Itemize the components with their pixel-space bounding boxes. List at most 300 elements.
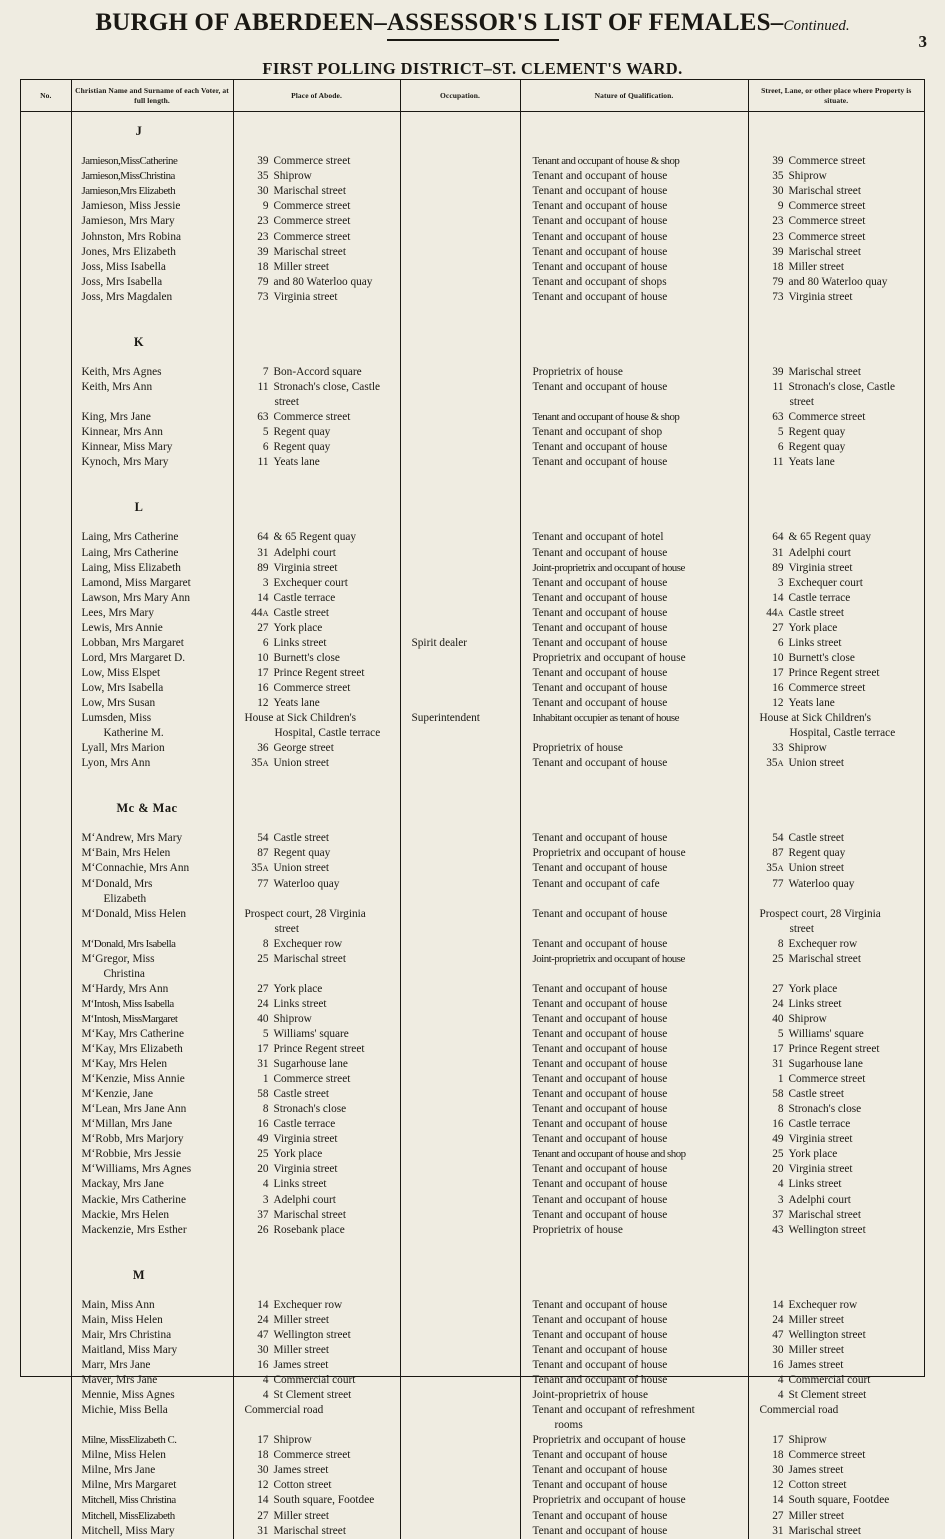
voter-abode-cont: Hospital, Castle terrace bbox=[274, 727, 381, 740]
row-no bbox=[21, 1433, 71, 1448]
voter-abode-cont bbox=[245, 892, 400, 907]
spacer-line bbox=[533, 1283, 748, 1298]
page-title-text: BURGH OF ABERDEEN–ASSESSOR'S LIST OF FEMALES– bbox=[95, 9, 784, 36]
voter-property-street: 3 Exchequer court bbox=[777, 576, 863, 589]
voter-occupation bbox=[412, 290, 520, 305]
row-no bbox=[21, 1313, 71, 1328]
voter-occupation bbox=[412, 606, 520, 621]
voter-qualification: Tenant and occupant of house bbox=[532, 1012, 668, 1025]
voter-qualification: Tenant and occupant of house bbox=[532, 1464, 668, 1477]
voter-name: Joss, Mrs Magdalen bbox=[81, 290, 173, 303]
row-no bbox=[21, 230, 71, 245]
voter-abode: 24 Miller street bbox=[257, 1313, 330, 1326]
row-no bbox=[21, 621, 71, 636]
voter-abode: 49 Virginia street bbox=[257, 1133, 338, 1146]
voter-abode: 36 George street bbox=[257, 742, 334, 755]
spacer-line bbox=[245, 470, 400, 485]
voter-qualification: Tenant and occupant of house bbox=[532, 1208, 668, 1221]
voter-abode: 17 Shiprow bbox=[257, 1434, 312, 1447]
voter-name: Mitchell, MissElizabeth bbox=[81, 1509, 175, 1522]
voter-name: Kynoch, Mrs Mary bbox=[81, 456, 169, 469]
row-no bbox=[21, 1358, 71, 1373]
spacer-line bbox=[412, 139, 520, 154]
voter-qualification: Tenant and occupant of house bbox=[532, 1298, 668, 1311]
voter-abode: 35 Shiprow bbox=[257, 170, 312, 183]
voter-qualification: Tenant and occupant of house bbox=[532, 245, 668, 258]
row-no bbox=[21, 199, 71, 214]
row-no bbox=[21, 1328, 71, 1343]
spacer-line bbox=[245, 350, 400, 365]
voter-property-street: 30 James street bbox=[772, 1464, 844, 1477]
voter-abode: 39 Marischal street bbox=[257, 245, 346, 258]
spacer-line bbox=[760, 816, 925, 831]
spacer-line bbox=[760, 485, 925, 500]
voter-name: M‘Kay, Mrs Elizabeth bbox=[81, 1043, 183, 1056]
voter-abode: 54 Castle street bbox=[257, 832, 330, 845]
voter-occupation bbox=[412, 530, 520, 545]
voter-property-street: 44A Castle street bbox=[766, 606, 845, 619]
voter-name: M‘Andrew, Mrs Mary bbox=[81, 832, 183, 845]
voter-abode: 27 Miller street bbox=[257, 1509, 330, 1522]
voter-name: M‘Intosh, MissMargaret bbox=[81, 1012, 178, 1025]
voters-roll-table bbox=[21, 80, 924, 1539]
voter-abode: 17 Prince Regent street bbox=[257, 666, 365, 679]
voter-abode: 8 Exchequer row bbox=[262, 937, 343, 950]
voter-property-street: 49 Virginia street bbox=[772, 1133, 853, 1146]
voter-qualification: Tenant and occupant of house & shop bbox=[532, 411, 680, 424]
group-heading-spacer bbox=[21, 801, 71, 816]
voter-abode: 4 Commercial court bbox=[262, 1374, 356, 1387]
spacer-line bbox=[21, 816, 71, 831]
voter-qualification: Tenant and occupant of house bbox=[532, 290, 668, 303]
voter-name: Jamieson, Mrs Mary bbox=[81, 215, 175, 228]
voter-property-street: 58 Castle street bbox=[772, 1088, 845, 1101]
voter-abode: 5 Regent quay bbox=[262, 426, 331, 439]
voter-name: Low, Mrs Susan bbox=[81, 696, 156, 709]
voter-abode: 26 Rosebank place bbox=[257, 1223, 345, 1236]
group-heading-spacer bbox=[412, 801, 520, 816]
voter-name: Laing, Mrs Catherine bbox=[81, 531, 179, 544]
voter-property-street: 35A Union street bbox=[766, 757, 845, 770]
voter-occupation bbox=[412, 846, 520, 861]
voter-occupation bbox=[412, 1343, 520, 1358]
voter-name: M‘Kenzie, Jane bbox=[81, 1088, 154, 1101]
voter-occupation bbox=[412, 1373, 520, 1388]
row-no bbox=[21, 275, 71, 290]
voter-name: Maitland, Miss Mary bbox=[81, 1343, 178, 1356]
row-no bbox=[21, 666, 71, 681]
group-heading-spacer bbox=[533, 1268, 748, 1283]
voter-abode: 20 Virginia street bbox=[257, 1163, 338, 1176]
voter-occupation bbox=[412, 410, 520, 425]
voter-qualification: Proprietrix of house bbox=[532, 365, 623, 378]
voter-occupation bbox=[412, 952, 520, 967]
voter-qualification: Tenant and occupant of house bbox=[532, 621, 668, 634]
column-header-abode: Place of Abode. bbox=[233, 80, 400, 112]
spacer-line bbox=[412, 786, 520, 801]
voter-property-street: 3 Adelphi court bbox=[777, 1193, 851, 1206]
group-heading-k: K bbox=[133, 334, 145, 349]
row-no bbox=[21, 1072, 71, 1087]
spacer-line bbox=[245, 1283, 400, 1298]
voter-qualification-cont bbox=[533, 922, 748, 937]
voter-qualification: Tenant and occupant of house bbox=[532, 1073, 668, 1086]
voter-occupation bbox=[412, 576, 520, 591]
spacer-line bbox=[245, 320, 400, 335]
row-no bbox=[21, 861, 71, 876]
row-no bbox=[21, 846, 71, 861]
voter-property-street: 37 Marischal street bbox=[772, 1208, 861, 1221]
voter-qualification: Tenant and occupant of house bbox=[532, 1058, 668, 1071]
voter-occupation bbox=[412, 1042, 520, 1057]
row-no bbox=[21, 1042, 71, 1057]
voter-qualification: Tenant and occupant of house bbox=[532, 832, 668, 845]
voter-property-street: 14 South square, Footdee bbox=[772, 1494, 890, 1507]
voter-qualification: Tenant and occupant of house bbox=[532, 1178, 668, 1191]
voter-occupation bbox=[412, 1524, 520, 1539]
voter-occupation bbox=[412, 1208, 520, 1223]
voter-property-street: 39 Commerce street bbox=[772, 155, 866, 168]
voter-name: M‘Bain, Mrs Helen bbox=[81, 847, 171, 860]
spacer-line bbox=[412, 350, 520, 365]
voter-abode: 44A Castle street bbox=[251, 606, 330, 619]
voter-occupation bbox=[412, 696, 520, 711]
voter-name: M‘Kay, Mrs Helen bbox=[81, 1058, 168, 1071]
voter-property-street: 14 Exchequer row bbox=[772, 1298, 858, 1311]
voter-property-street: 5 Regent quay bbox=[777, 426, 846, 439]
voter-occupation bbox=[412, 561, 520, 576]
spacer-line bbox=[533, 305, 748, 320]
spacer-line bbox=[760, 320, 925, 335]
voter-qualification: Tenant and occupant of house bbox=[532, 937, 668, 950]
row-no bbox=[21, 1493, 71, 1508]
district-subtitle: FIRST POLLING DISTRICT–ST. CLEMENT'S WARD. bbox=[262, 59, 683, 78]
spacer-line bbox=[245, 786, 400, 801]
spacer-line bbox=[245, 816, 400, 831]
voter-abode: 23 Commerce street bbox=[257, 215, 351, 228]
voter-property-street: 27 York place bbox=[772, 621, 838, 634]
voter-property-street: 31 Sugarhouse lane bbox=[772, 1058, 863, 1071]
voter-name: Lewis, Mrs Annie bbox=[81, 621, 163, 634]
spacer-line bbox=[21, 1283, 71, 1298]
voter-abode: Commercial road bbox=[244, 1404, 324, 1417]
voter-name: Mitchell, Miss Christina bbox=[81, 1494, 176, 1507]
voter-name: M‘Connachie, Mrs Ann bbox=[81, 862, 190, 875]
voter-property-street: 54 Castle street bbox=[772, 832, 845, 845]
voter-qualification: Tenant and occupant of house bbox=[532, 1449, 668, 1462]
voter-occupation bbox=[412, 245, 520, 260]
row-no bbox=[21, 1012, 71, 1027]
spacer-line bbox=[21, 350, 71, 365]
group-heading-l: L bbox=[134, 500, 144, 515]
voter-property-street: 31 Adelphi court bbox=[772, 546, 851, 559]
voter-qualification: Tenant and occupant of house bbox=[532, 1088, 668, 1101]
voter-name: Kinnear, Mrs Ann bbox=[81, 426, 163, 439]
row-no bbox=[21, 1193, 71, 1208]
spacer-line bbox=[82, 1253, 233, 1268]
voter-property-street: 6 Links street bbox=[777, 636, 842, 649]
spacer-line bbox=[82, 470, 233, 485]
spacer-line bbox=[533, 515, 748, 530]
voter-property-street: 40 Shiprow bbox=[772, 1012, 827, 1025]
spacer-line bbox=[21, 139, 71, 154]
voter-abode: 73 Virginia street bbox=[257, 290, 338, 303]
voter-occupation bbox=[412, 1102, 520, 1117]
voter-qualification: Tenant and occupant of house bbox=[532, 1028, 668, 1040]
voter-abode: 10 Burnett's close bbox=[257, 651, 340, 664]
group-heading-spacer bbox=[412, 124, 520, 139]
voter-occupation bbox=[412, 230, 520, 245]
voter-name: M‘Donald, Mrs bbox=[81, 877, 153, 890]
spacer-line bbox=[760, 1253, 925, 1268]
spacer-line bbox=[82, 320, 233, 335]
voter-name: M‘Intosh, Miss Isabella bbox=[81, 997, 174, 1010]
row-no bbox=[21, 711, 71, 726]
voter-property-street: 79 and 80 Waterloo quay bbox=[772, 275, 888, 288]
voter-property-street: Prospect court, 28 Virginia bbox=[759, 907, 881, 920]
row-no bbox=[21, 1509, 71, 1524]
voter-abode: 9 Commerce street bbox=[262, 200, 351, 213]
spacer-line bbox=[760, 1283, 925, 1298]
voter-qualification: Inhabitant occupier as tenant of house bbox=[532, 712, 679, 725]
voter-qualification: Tenant and occupant of house bbox=[532, 1479, 668, 1492]
voter-name-cont bbox=[82, 1418, 233, 1433]
voter-property-street: 30 Marischal street bbox=[772, 185, 861, 198]
voter-abode: 87 Regent quay bbox=[257, 847, 331, 860]
voter-abode: 16 James street bbox=[257, 1359, 329, 1372]
voter-qualification: Proprietrix of house bbox=[532, 742, 623, 755]
voter-qualification-cont bbox=[533, 726, 748, 741]
group-heading-spacer bbox=[245, 500, 400, 515]
voter-abode: 7 Bon-Accord square bbox=[262, 365, 362, 378]
voter-occupation bbox=[412, 1463, 520, 1478]
row-no bbox=[21, 1343, 71, 1358]
row-no bbox=[21, 530, 71, 545]
voter-name: M‘Robbie, Mrs Jessie bbox=[81, 1148, 181, 1161]
voter-name: Marr, Mrs Jane bbox=[81, 1359, 151, 1372]
voter-property-street: 87 Regent quay bbox=[772, 847, 846, 860]
voter-name: M‘Lean, Mrs Jane Ann bbox=[81, 1103, 187, 1116]
voter-name: Lumsden, Miss bbox=[81, 712, 152, 725]
voter-occupation bbox=[412, 861, 520, 876]
voter-abode: 24 Links street bbox=[257, 997, 327, 1010]
voter-property-street: 16 Castle terrace bbox=[772, 1118, 851, 1131]
spacer-line bbox=[412, 1253, 520, 1268]
spacer-line bbox=[82, 1238, 233, 1253]
voter-name: M‘Kay, Mrs Catherine bbox=[81, 1028, 184, 1040]
voter-property-street-cont bbox=[760, 1418, 925, 1433]
voter-property-street: 24 Links street bbox=[772, 997, 842, 1010]
voter-name: Jamieson,Mrs Elizabeth bbox=[81, 185, 176, 198]
voter-qualification: Tenant and occupant of house bbox=[532, 1343, 668, 1356]
voter-name: Milne, Miss Helen bbox=[81, 1449, 166, 1462]
voter-name: Main, Miss Ann bbox=[81, 1298, 155, 1311]
voter-qualification: Proprietrix and occupant of house bbox=[532, 847, 686, 860]
row-no bbox=[21, 1223, 71, 1238]
row-no bbox=[21, 1057, 71, 1072]
voter-occupation bbox=[412, 455, 520, 470]
group-heading-spacer bbox=[412, 335, 520, 350]
voter-property-street: 89 Virginia street bbox=[772, 561, 853, 574]
voter-occupation bbox=[412, 681, 520, 696]
voter-name: M‘Donald, Miss Helen bbox=[81, 907, 186, 920]
voter-property-street: 63 Commerce street bbox=[772, 411, 866, 424]
voter-qualification: Tenant and occupant of house bbox=[532, 1118, 668, 1131]
spacer-line bbox=[245, 485, 400, 500]
voter-qualification: Tenant and occupant of house bbox=[532, 200, 668, 213]
voter-occupation: Superintendent bbox=[411, 712, 480, 725]
voter-occupation bbox=[412, 1057, 520, 1072]
voter-property-street: 77 Waterloo quay bbox=[772, 877, 855, 890]
voter-occupation bbox=[412, 621, 520, 636]
row-no bbox=[21, 982, 71, 997]
voter-occupation bbox=[412, 275, 520, 290]
voter-qualification: Tenant and occupant of house bbox=[532, 681, 668, 694]
spacer-line bbox=[21, 320, 71, 335]
voter-name: Lawson, Mrs Mary Ann bbox=[81, 591, 191, 604]
row-no bbox=[21, 591, 71, 606]
row-no-cont bbox=[21, 395, 71, 410]
voter-abode: 63 Commerce street bbox=[257, 411, 351, 424]
voter-occupation bbox=[412, 1478, 520, 1493]
row-no bbox=[21, 1027, 71, 1042]
voter-property-street: 11 Stronach's close, Castle bbox=[772, 380, 896, 393]
spacer-line bbox=[82, 305, 233, 320]
voter-occupation bbox=[412, 1117, 520, 1132]
voter-occupation bbox=[412, 199, 520, 214]
voter-property-street: 18 Miller street bbox=[772, 260, 845, 273]
voter-property-street: 27 Miller street bbox=[772, 1509, 845, 1522]
voter-property-street: 11 Yeats lane bbox=[772, 456, 835, 469]
voter-qualification: Tenant and occupant of house bbox=[532, 380, 668, 393]
row-no bbox=[21, 154, 71, 169]
column-header-name: Christian Name and Surname of each Voter, at full length. bbox=[71, 80, 233, 112]
row-no bbox=[21, 380, 71, 395]
voter-name: Mitchell, Miss Mary bbox=[81, 1524, 175, 1537]
voter-qualification: Tenant and occupant of house bbox=[532, 441, 668, 454]
voter-abode: 27 York place bbox=[257, 982, 323, 995]
voter-occupation bbox=[412, 982, 520, 997]
voter-qualification: Tenant and occupant of house bbox=[532, 1328, 668, 1341]
voter-occupation bbox=[412, 1162, 520, 1177]
cell-qualification-column bbox=[520, 112, 748, 1539]
cell-no-column bbox=[21, 112, 71, 1539]
voter-qualification: Tenant and occupant of house bbox=[532, 1193, 668, 1206]
group-heading-spacer bbox=[760, 801, 925, 816]
voter-property-street-cont: street bbox=[789, 396, 814, 409]
voter-occupation bbox=[412, 1087, 520, 1102]
row-no bbox=[21, 410, 71, 425]
voter-property-street: 12 Cotton street bbox=[772, 1479, 847, 1492]
voter-name: Johnston, Mrs Robina bbox=[81, 230, 181, 243]
voter-qualification: Tenant and occupant of house & shop bbox=[532, 155, 680, 168]
voter-occupation bbox=[412, 1388, 520, 1403]
spacer-line bbox=[412, 1283, 520, 1298]
spacer-line bbox=[245, 139, 400, 154]
page-number: 3 bbox=[918, 32, 927, 51]
title-underline-rule bbox=[387, 39, 559, 41]
spacer-line bbox=[82, 350, 233, 365]
voter-abode: 8 Stronach's close bbox=[262, 1103, 347, 1116]
voter-abode-cont bbox=[245, 967, 400, 982]
voter-name: Lees, Mrs Mary bbox=[81, 606, 154, 619]
voter-name: M‘Robb, Mrs Marjory bbox=[81, 1133, 184, 1146]
voter-property-street: 5 Williams' square bbox=[777, 1028, 864, 1040]
group-heading-spacer bbox=[245, 124, 400, 139]
voter-name: M‘Williams, Mrs Agnes bbox=[81, 1163, 192, 1176]
voter-occupation-cont bbox=[412, 395, 520, 410]
row-no bbox=[21, 290, 71, 305]
row-no bbox=[21, 952, 71, 967]
voter-occupation bbox=[412, 1223, 520, 1238]
voter-property-street: 9 Commerce street bbox=[777, 200, 866, 213]
row-no bbox=[21, 561, 71, 576]
voter-occupation bbox=[412, 651, 520, 666]
voter-property-street: 8 Exchequer row bbox=[777, 937, 858, 950]
voter-occupation bbox=[412, 169, 520, 184]
voter-name: M‘Gregor, Miss bbox=[81, 952, 155, 965]
voter-occupation bbox=[412, 546, 520, 561]
voter-qualification: Tenant and occupant of house bbox=[532, 170, 668, 183]
group-heading-spacer bbox=[533, 124, 748, 139]
spacer-line bbox=[760, 786, 925, 801]
spacer-line bbox=[533, 320, 748, 335]
spacer-line bbox=[21, 771, 71, 786]
spacer-line bbox=[21, 786, 71, 801]
voter-abode-cont bbox=[245, 1418, 400, 1433]
voter-name: King, Mrs Jane bbox=[81, 411, 151, 424]
spacer-line bbox=[21, 1238, 71, 1253]
voter-name: Milne, MissElizabeth C. bbox=[81, 1434, 177, 1447]
row-no bbox=[21, 1478, 71, 1493]
voter-abode: 64 & 65 Regent quay bbox=[257, 531, 357, 544]
voter-property-street: 17 Prince Regent street bbox=[772, 1043, 880, 1056]
voter-name: Jamieson,MissCatherine bbox=[81, 155, 178, 168]
voter-occupation-cont bbox=[412, 922, 520, 937]
voter-occupation bbox=[412, 756, 520, 771]
spacer-line bbox=[533, 786, 748, 801]
voter-occupation bbox=[412, 1448, 520, 1463]
voter-occupation bbox=[412, 1403, 520, 1418]
voter-name: Jamieson, Miss Jessie bbox=[81, 200, 181, 213]
voter-property-street: 6 Regent quay bbox=[777, 441, 846, 454]
voter-name: M‘Kenzie, Miss Annie bbox=[81, 1073, 185, 1086]
voter-property-street-cont: Hospital, Castle terrace bbox=[789, 727, 896, 740]
row-no bbox=[21, 440, 71, 455]
voter-property-street: Commercial road bbox=[759, 1404, 839, 1417]
voter-occupation bbox=[412, 1132, 520, 1147]
voter-qualification: Proprietrix and occupant of house bbox=[532, 651, 686, 664]
voter-property-street: 39 Marischal street bbox=[772, 365, 861, 378]
voter-name: Kinnear, Miss Mary bbox=[81, 441, 173, 454]
row-no bbox=[21, 741, 71, 756]
spacer-line bbox=[82, 786, 233, 801]
voter-property-street: 4 Commercial court bbox=[777, 1374, 871, 1387]
voter-name: Mackay, Mrs Jane bbox=[81, 1178, 164, 1191]
voter-qualification: Tenant and occupant of house bbox=[532, 185, 668, 198]
voter-property-street: 30 Miller street bbox=[772, 1343, 845, 1356]
voter-occupation bbox=[412, 666, 520, 681]
voter-abode: 14 Castle terrace bbox=[257, 591, 336, 604]
cell-street-column bbox=[748, 112, 924, 1539]
spacer-line bbox=[412, 305, 520, 320]
group-heading-spacer bbox=[21, 124, 71, 139]
voter-qualification: Tenant and occupant of refreshment bbox=[532, 1404, 695, 1417]
voter-qualification: Tenant and occupant of house bbox=[532, 215, 668, 228]
spacer-line bbox=[760, 515, 925, 530]
voter-qualification: Tenant and occupant of house bbox=[532, 456, 668, 469]
row-no bbox=[21, 1448, 71, 1463]
